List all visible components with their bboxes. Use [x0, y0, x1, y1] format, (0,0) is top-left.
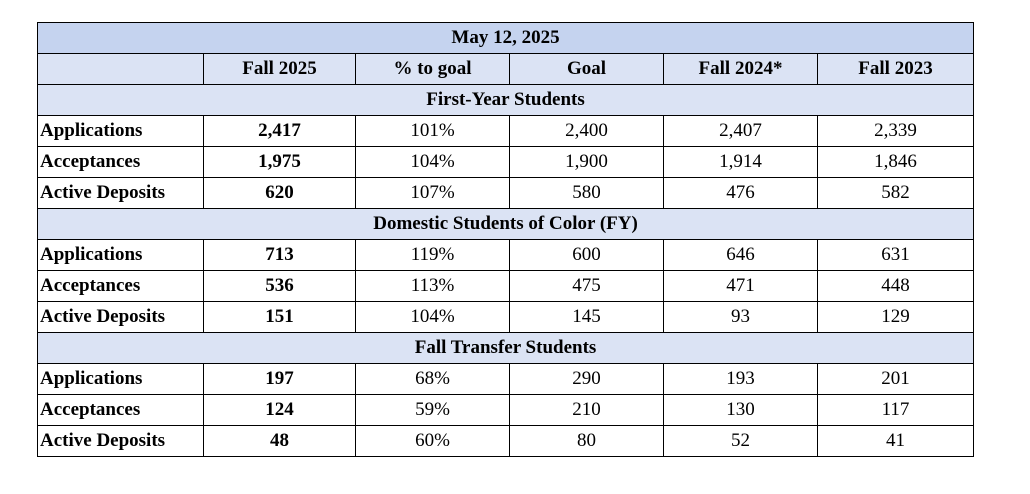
table-row — [38, 240, 974, 271]
table-row — [38, 116, 974, 147]
section-header-fall-transfer — [38, 333, 974, 364]
cell-fall-2025: 620 — [204, 178, 356, 209]
table-row — [38, 271, 974, 302]
cell-fall-2023: 201 — [818, 364, 974, 395]
cell-goal: 145 — [510, 302, 664, 333]
date-title: May 12, 2025 — [38, 23, 974, 54]
cell-pct-to-goal: 59% — [356, 395, 510, 426]
row-label: Active Deposits — [38, 178, 204, 209]
column-header-blank — [38, 54, 204, 85]
cell-fall-2025: 48 — [204, 426, 356, 457]
column-header-fall-2023: Fall 2023 — [818, 54, 974, 85]
cell-fall-2024: 1,914 — [664, 147, 818, 178]
cell-fall-2024: 130 — [664, 395, 818, 426]
cell-goal: 600 — [510, 240, 664, 271]
cell-pct-to-goal: 68% — [356, 364, 510, 395]
cell-goal: 80 — [510, 426, 664, 457]
cell-pct-to-goal: 101% — [356, 116, 510, 147]
cell-pct-to-goal: 107% — [356, 178, 510, 209]
row-label: Applications — [38, 240, 204, 271]
cell-pct-to-goal: 104% — [356, 147, 510, 178]
cell-fall-2025: 2,417 — [204, 116, 356, 147]
cell-fall-2025: 1,975 — [204, 147, 356, 178]
cell-fall-2023: 631 — [818, 240, 974, 271]
table-row — [38, 364, 974, 395]
row-label: Acceptances — [38, 395, 204, 426]
row-label: Acceptances — [38, 271, 204, 302]
table-row — [38, 147, 974, 178]
cell-fall-2025: 536 — [204, 271, 356, 302]
cell-goal: 1,900 — [510, 147, 664, 178]
table-row — [38, 426, 974, 457]
cell-fall-2023: 1,846 — [818, 147, 974, 178]
cell-fall-2023: 582 — [818, 178, 974, 209]
column-header-fall-2024: Fall 2024* — [664, 54, 818, 85]
cell-fall-2024: 2,407 — [664, 116, 818, 147]
cell-pct-to-goal: 113% — [356, 271, 510, 302]
table-row — [38, 395, 974, 426]
section-title: Fall Transfer Students — [38, 333, 974, 364]
admissions-report-table — [37, 22, 974, 457]
row-label: Active Deposits — [38, 426, 204, 457]
row-label: Applications — [38, 116, 204, 147]
cell-pct-to-goal: 119% — [356, 240, 510, 271]
cell-fall-2025: 124 — [204, 395, 356, 426]
cell-fall-2024: 476 — [664, 178, 818, 209]
cell-fall-2024: 471 — [664, 271, 818, 302]
section-header-domestic-students-of-color — [38, 209, 974, 240]
cell-goal: 2,400 — [510, 116, 664, 147]
cell-goal: 290 — [510, 364, 664, 395]
column-header-fall-2025: Fall 2025 — [204, 54, 356, 85]
table-row — [38, 302, 974, 333]
column-header-pct-to-goal: % to goal — [356, 54, 510, 85]
section-header-first-year — [38, 85, 974, 116]
table-row — [38, 178, 974, 209]
cell-fall-2023: 448 — [818, 271, 974, 302]
cell-goal: 475 — [510, 271, 664, 302]
cell-fall-2024: 52 — [664, 426, 818, 457]
section-title: Domestic Students of Color (FY) — [38, 209, 974, 240]
cell-pct-to-goal: 104% — [356, 302, 510, 333]
column-header-goal: Goal — [510, 54, 664, 85]
row-label: Applications — [38, 364, 204, 395]
cell-fall-2023: 41 — [818, 426, 974, 457]
cell-fall-2023: 2,339 — [818, 116, 974, 147]
cell-fall-2024: 93 — [664, 302, 818, 333]
cell-goal: 580 — [510, 178, 664, 209]
section-title: First-Year Students — [38, 85, 974, 116]
row-label: Acceptances — [38, 147, 204, 178]
column-header-row — [38, 54, 974, 85]
cell-fall-2023: 129 — [818, 302, 974, 333]
cell-fall-2025: 151 — [204, 302, 356, 333]
cell-fall-2023: 117 — [818, 395, 974, 426]
cell-fall-2025: 197 — [204, 364, 356, 395]
row-label: Active Deposits — [38, 302, 204, 333]
cell-fall-2025: 713 — [204, 240, 356, 271]
cell-fall-2024: 193 — [664, 364, 818, 395]
cell-fall-2024: 646 — [664, 240, 818, 271]
cell-pct-to-goal: 60% — [356, 426, 510, 457]
date-header-row — [38, 23, 974, 54]
cell-goal: 210 — [510, 395, 664, 426]
